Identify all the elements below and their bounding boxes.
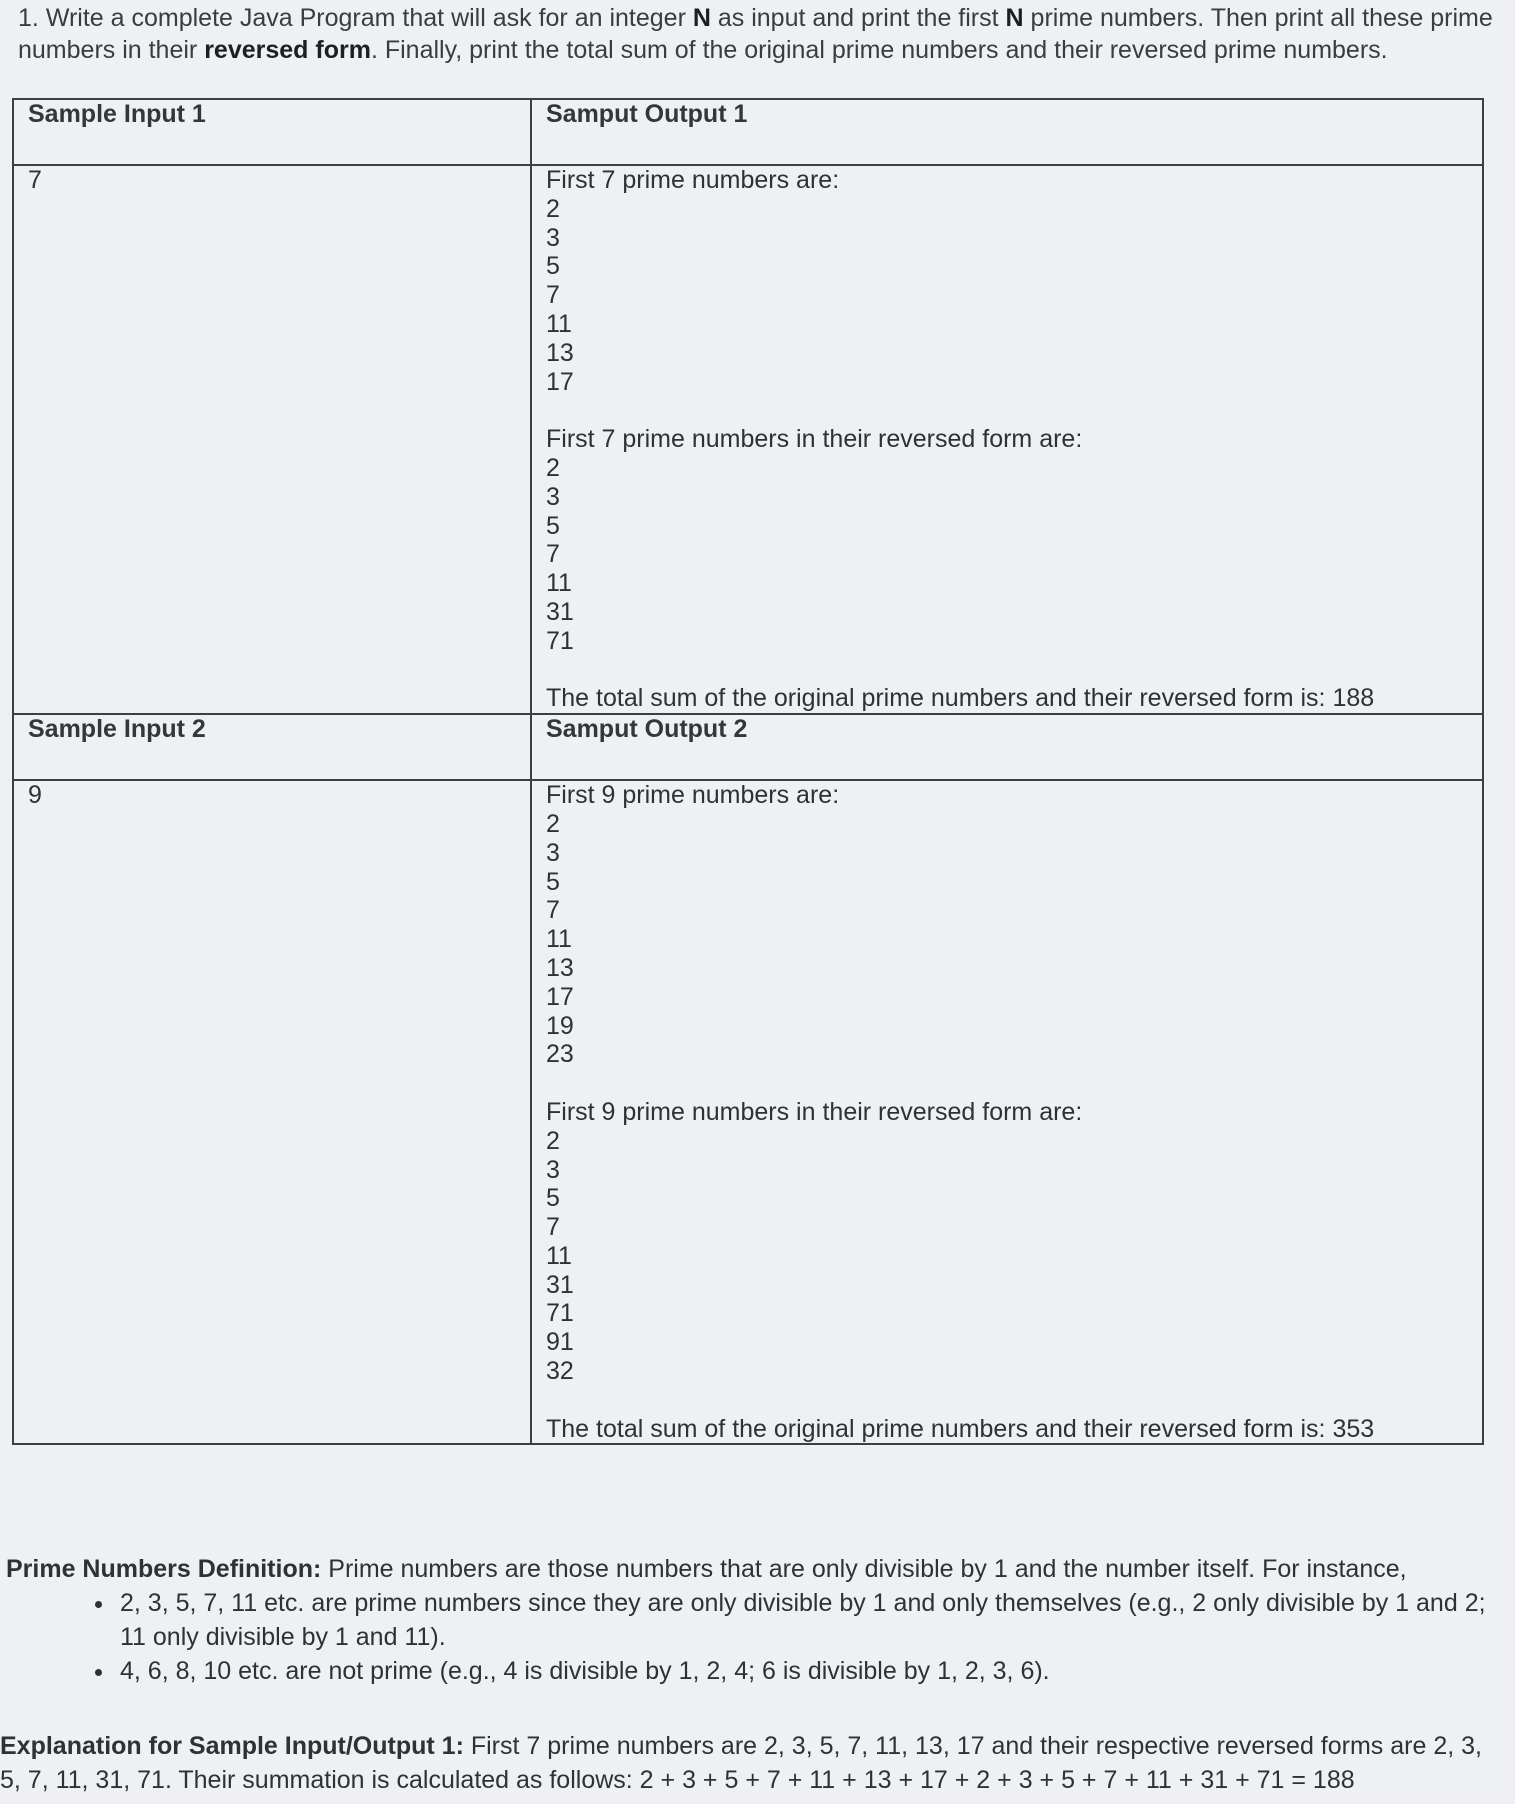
sample-1-prime: 5 (546, 252, 560, 281)
sample-1-reversed: 7 (546, 540, 560, 569)
sample-2-total-line: The total sum of the original prime numbers and their reversed form is: 353 (546, 1414, 1375, 1443)
sample-input-1-header: Sample Input 1 (13, 99, 531, 165)
question-part-3: prime numbers. Then print all these prime numbers in their (18, 4, 1493, 64)
sample-1-reversed: 71 (546, 626, 574, 655)
sample-1-reversed-heading: First 7 prime numbers in their reversed form are: (546, 425, 1083, 454)
sample-2-header-row (13, 714, 1483, 780)
sample-1-prime: 2 (546, 194, 560, 223)
question-reversed-form: reversed form (204, 36, 371, 64)
sample-1-prime: 17 (546, 367, 574, 396)
sample-2-prime: 3 (546, 838, 560, 867)
sample-2-primes-heading: First 9 prime numbers are: (546, 781, 840, 810)
definition-bullets (6, 1586, 1506, 1688)
spacer (546, 656, 1468, 685)
sample-1-reversed: 3 (546, 482, 560, 511)
explanation (0, 1729, 1508, 1797)
sample-2-prime: 19 (546, 1011, 574, 1040)
sample-2-reversed: 31 (546, 1270, 574, 1299)
definition-text: Prime numbers are those numbers that are only divisible by 1 and the number itself. For instance, (321, 1555, 1407, 1583)
sample-2-prime: 5 (546, 867, 560, 896)
sample-1-reversed: 31 (546, 597, 574, 626)
sample-input-1-value: 7 (28, 166, 42, 194)
samples-table (12, 98, 1484, 1445)
sample-2-prime: 17 (546, 982, 574, 1011)
explanation-label: Explanation for Sample Input/Output 1: (0, 1732, 464, 1760)
sample-2-prime: 23 (546, 1040, 574, 1069)
sample-2-prime: 11 (546, 925, 572, 954)
sample-1-prime: 3 (546, 223, 560, 252)
explanation-text: First 7 prime numbers are 2, 3, 5, 7, 11, 13, 17 and their respective reversed forms are 2, 3, 5, 7, 11, 31, 71. Their summation is calculated as follows: 2 + 3 + 5 + 7 + 11 + 13 + 17 + 2 + 3 + 5 + 7 + 11 + 31 + 71 = 188 (0, 1732, 1482, 1794)
sample-input-2-value: 9 (28, 781, 42, 810)
sample-input-1-cell (13, 165, 531, 714)
sample-1-prime: 7 (546, 281, 560, 310)
question-part-1: Write a complete Java Program that will ask for an integer (45, 4, 693, 32)
spacer (546, 1069, 1468, 1098)
sample-1-reversed: 2 (546, 453, 560, 482)
sample-2-reversed: 5 (546, 1184, 560, 1213)
sample-2-prime: 2 (546, 809, 560, 838)
sample-2-reversed: 3 (546, 1155, 560, 1184)
sample-output-2-header: Samput Output 2 (531, 714, 1483, 780)
sample-1-header-row (13, 99, 1483, 165)
sample-2-body-row (13, 780, 1483, 1444)
definition-bullet: • 2, 3, 5, 7, 11 etc. are prime numbers since they are only divisible by 1 and only themselves (e.g., 2 only divisible by 1 and 2; 11 only divisible by 1 and 11). (116, 1586, 1506, 1654)
question-part-4: . Finally, print the total sum of the original prime numbers and their reversed prime numbers. (370, 36, 1388, 64)
sample-2-reversed: 2 (546, 1126, 560, 1155)
sample-input-2-cell (13, 780, 531, 1444)
spacer (546, 396, 1468, 425)
sample-1-total-line: The total sum of the original prime numbers and their reversed form is: 188 (546, 684, 1375, 713)
prime-definition (6, 1552, 1506, 1688)
sample-2-reversed: 71 (546, 1299, 574, 1328)
sample-2-prime: 7 (546, 896, 560, 925)
sample-1-prime: 11 (546, 309, 572, 338)
sample-1-body-row (13, 165, 1483, 714)
question-n-2: N (1005, 4, 1024, 32)
sample-2-reversed: 91 (546, 1328, 574, 1357)
question-number: 1. (18, 4, 39, 32)
sample-2-reversed: 32 (546, 1357, 574, 1386)
sample-2-reversed-heading: First 9 prime numbers in their reversed form are: (546, 1097, 1083, 1126)
definition-label: Prime Numbers Definition: (6, 1555, 322, 1583)
definition-paragraph (6, 1552, 1506, 1586)
sample-1-prime: 13 (546, 338, 574, 367)
sample-1-reversed: 11 (546, 569, 572, 598)
sample-1-reversed: 5 (546, 511, 560, 540)
definition-bullet: • 4, 6, 8, 10 etc. are not prime (e.g., 4 is divisible by 1, 2, 4; 6 is divisible by 1, 2, 3, 6). (116, 1654, 1506, 1688)
question-text (18, 2, 1498, 66)
question-n-1: N (692, 4, 711, 32)
sample-output-2-cell (531, 780, 1483, 1444)
sample-2-reversed: 7 (546, 1213, 560, 1242)
sample-1-primes-heading: First 7 prime numbers are: (546, 166, 840, 194)
sample-input-2-header: Sample Input 2 (13, 714, 531, 780)
spacer (546, 1386, 1468, 1415)
sample-2-prime: 13 (546, 953, 574, 982)
sample-output-1-header: Samput Output 1 (531, 99, 1483, 165)
sample-output-1-cell (531, 165, 1483, 714)
question-part-2: as input and print the first (710, 4, 1006, 32)
sample-2-reversed: 11 (546, 1241, 572, 1270)
